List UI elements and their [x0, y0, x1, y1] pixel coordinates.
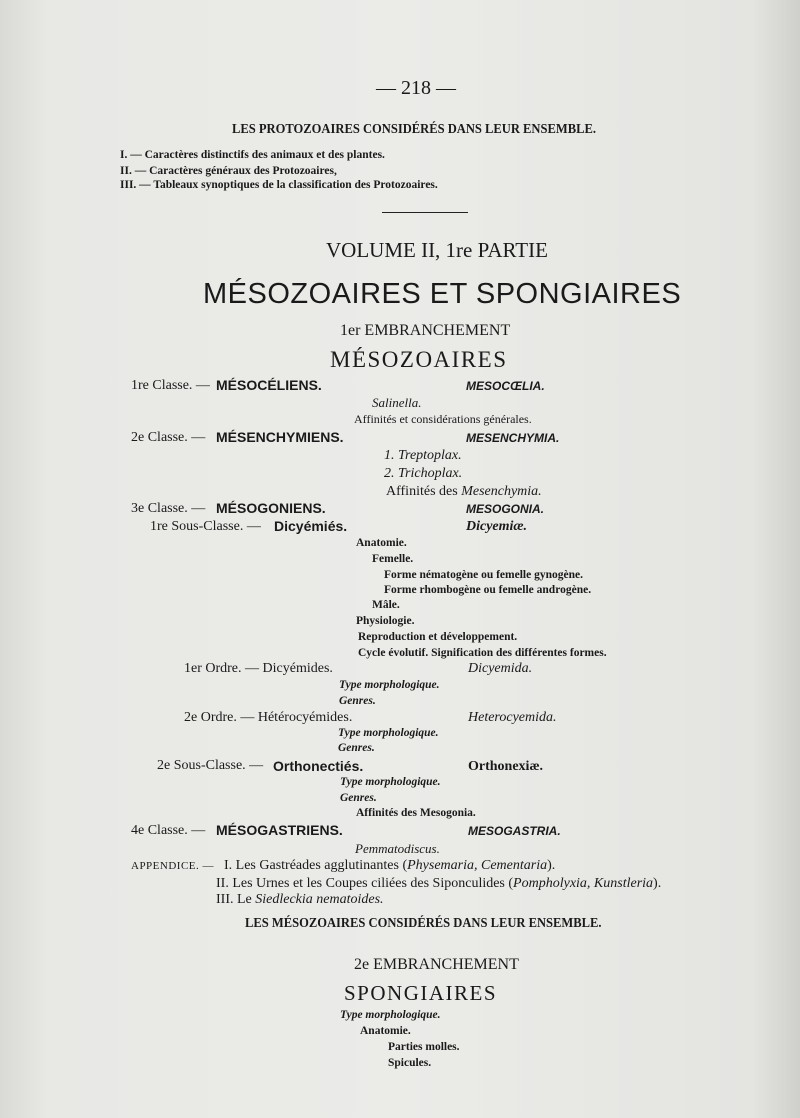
text-line: Anatomie. [356, 537, 407, 549]
text-line: Type morphologique. [339, 679, 440, 691]
class-name: MÉSOGASTRIENS. [216, 822, 343, 838]
text-span: III. Le [216, 892, 252, 907]
text-line: Type morphologique. [338, 727, 439, 739]
text-line: Mâle. [372, 599, 400, 611]
text-italic: Physemaria, Cementaria [407, 858, 548, 873]
subclass-latin: Orthonexiæ. [468, 759, 544, 774]
class-prefix: 4e Classe. — [131, 823, 206, 838]
text-line: Genres. [339, 695, 376, 707]
text-line: Physiologie. [356, 615, 415, 627]
text-line: Femelle. [372, 553, 414, 565]
text-line: Parties molles. [388, 1041, 460, 1053]
protozoa-item: II. — Caractères généraux des Protozoaires, [120, 165, 337, 177]
page-number: — 218 — [376, 77, 456, 99]
text-span: ). [653, 876, 662, 891]
class-name: MÉSOCÉLIENS. [216, 377, 322, 393]
subclass-latin: Dicyemiæ. [466, 519, 528, 534]
text-italic: Siedleckia nematoides. [255, 892, 384, 907]
genus-line: 1. Treptoplax. [384, 448, 462, 463]
subclass-prefix: 2e Sous-Classe. — [157, 758, 264, 773]
protozoa-section-title: LES PROTOZOAIRES CONSIDÉRÉS DANS LEUR ENSEMBLE. [232, 121, 596, 136]
class-latin: MESOGASTRIA. [468, 824, 561, 838]
text-line: Genres. [338, 742, 375, 754]
embranchement-label: 1er EMBRANCHEMENT [340, 322, 511, 339]
protozoa-item: I. — Caractères distinctifs des animaux et des plantes. [120, 149, 385, 161]
order-line: 1er Ordre. — Dicyémides. [184, 661, 333, 676]
text-line: Type morphologique. [340, 776, 441, 788]
embranchement-name: SPONGIAIRES [344, 981, 498, 1005]
class-latin: MESENCHYMIA. [466, 431, 560, 445]
class-prefix: 2e Classe. — [131, 430, 206, 445]
embranchement-label: 2e EMBRANCHEMENT [354, 956, 519, 973]
class-latin: MESOGONIA. [466, 502, 545, 516]
text-line: Forme nématogène ou femelle gynogène. [384, 569, 583, 581]
text-line: Forme rhombogène ou femelle androgène. [384, 584, 592, 596]
text-line: Cycle évolutif. Signification des différentes formes. [358, 647, 607, 659]
main-title: MÉSOZOAIRES ET SPONGIAIRES [203, 278, 682, 310]
text-line: Genres. [340, 792, 377, 804]
genus-line: 2. Trichoplax. [384, 466, 463, 481]
appendix-label: APPENDICE. — [131, 860, 215, 872]
text-span: I. Les Gastréades agglutinantes ( [224, 858, 408, 873]
text-line: Spicules. [388, 1057, 432, 1069]
appendix-line [216, 893, 384, 907]
appendix-line [216, 877, 661, 891]
text-line: Affinités des Mesogonia. [356, 807, 476, 819]
subclass-name: Orthonectiés. [273, 758, 364, 774]
text-line: Type morphologique. [340, 1009, 441, 1021]
class-prefix: 1re Classe. — [131, 378, 210, 393]
volume-heading: VOLUME II, 1re PARTIE [326, 238, 548, 262]
genus-line: Salinella. [372, 395, 422, 410]
class-name: MÉSOGONIENS. [216, 500, 326, 516]
embranchement-name: MÉSOZOAIRES [330, 347, 508, 372]
protozoa-item: III. — Tableaux synoptiques de la classification des Protozoaires. [120, 179, 438, 191]
text-italic: Mesenchymia. [461, 484, 542, 499]
order-latin: Dicyemida. [468, 661, 533, 676]
subclass-prefix: 1re Sous-Classe. — [150, 519, 261, 534]
order-line: 2e Ordre. — Hétérocyémides. [184, 710, 353, 725]
text-italic: Pompholyxia, Kunstleria [513, 876, 654, 891]
text-line [386, 485, 542, 499]
text-line: Affinités et considérations générales. [354, 412, 532, 426]
text-span: II. Les Urnes et les Coupes ciliées des Siponculides ( [216, 876, 514, 891]
section-divider [382, 212, 468, 213]
class-name: MÉSENCHYMIENS. [216, 429, 344, 445]
class-prefix: 3e Classe. — [131, 501, 206, 516]
text-line: Reproduction et développement. [358, 631, 518, 643]
text-span: Affinités des [386, 484, 458, 499]
section-summary-title: LES MÉSOZOAIRES CONSIDÉRÉS DANS LEUR ENSEMBLE. [245, 915, 602, 930]
text-span: ). [547, 858, 556, 873]
genus-line: Pemmatodiscus. [355, 841, 440, 856]
appendix-line [224, 859, 555, 873]
text-line: Anatomie. [360, 1025, 411, 1037]
subclass-name: Dicyémiés. [274, 518, 348, 534]
class-latin: MESOCŒLIA. [466, 379, 545, 393]
order-latin: Heterocyemida. [468, 710, 557, 725]
